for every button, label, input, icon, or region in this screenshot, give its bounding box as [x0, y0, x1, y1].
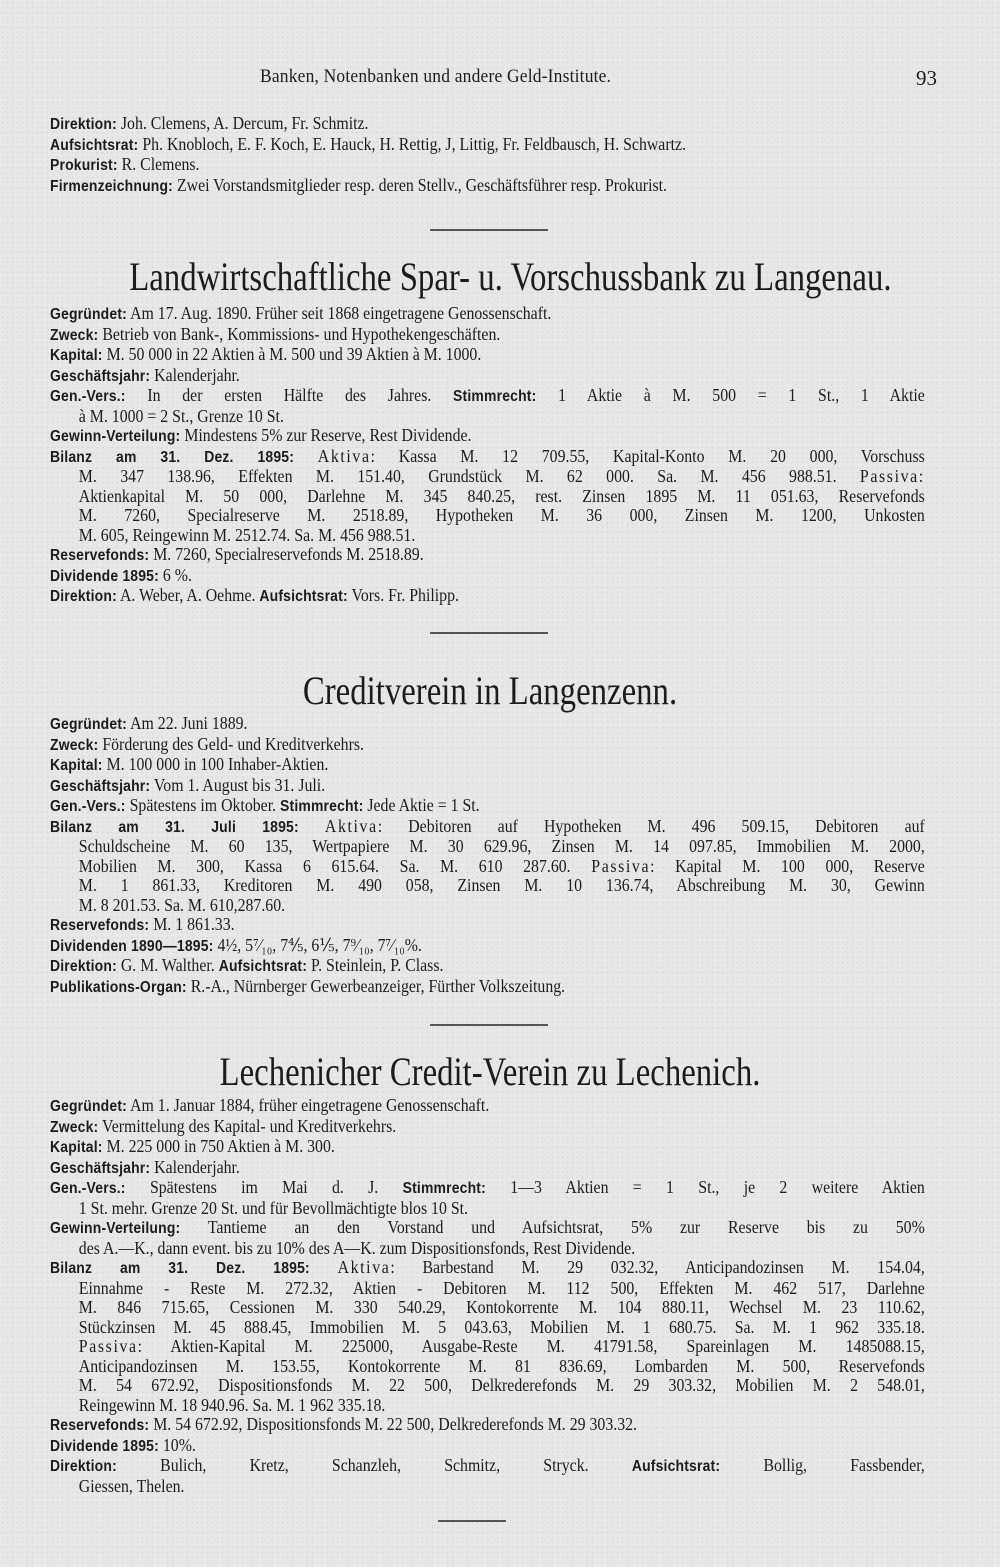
- row-firmenzeichnung: Firmenzeichnung: Zwei Vorstandsmitglieder resp. deren Stellv., Geschäftsführer resp. Prokurist.: [50, 174, 668, 195]
- row-direktion: Direktion: A. Weber, A. Oehme. Aufsichtsrat: Vors. Fr. Philipp.: [50, 585, 459, 605]
- row-dividende: Dividende 1895: 6 %.: [50, 564, 192, 585]
- section-divider: [430, 1024, 548, 1026]
- row-geschaeftsjahr: Geschäftsjahr: Kalenderjahr.: [50, 364, 240, 385]
- row-geschaeftsjahr: Geschäftsjahr: Vom 1. August bis 31. Juli.: [50, 774, 326, 795]
- page-header: [50, 60, 937, 90]
- row-genvers: Gen.-Vers.: Spätestens im Mai d. J. Stimmrecht: 1—3 Aktien = 1 St., je 2 weitere Aktien: [50, 1177, 925, 1197]
- previous-entry-continuation: [50, 114, 925, 196]
- running-title: Banken, Notenbanken und andere Geld-Institute.: [260, 66, 612, 87]
- row-kapital: Kapital: M. 100 000 in 100 Inhaber-Aktien.: [50, 754, 329, 774]
- row-dividende: Dividende 1895: 10%.: [50, 1434, 196, 1455]
- row-bilanz-cont: Stückzinsen M. 45 888.45, Immobilien M. 5 043.63, Mobilien M. 1 680.75. Sa. M. 1 962 335.18.: [78, 1316, 925, 1337]
- row-bilanz-cont: Schuldscheine M. 60 135, Wertpapiere M. 30 629.96, Zinsen M. 14 097.85, Immobilien M. 2000,: [78, 836, 925, 856]
- row-genvers: Gen.-Vers.: Spätestens im Oktober. Stimmrecht: Jede Aktie = 1 St.: [50, 795, 480, 815]
- row-reservefonds: Reservefonds: M. 54 672.92, Dispositionsfonds M. 22 500, Delkrederefonds M. 29 303.32.: [50, 1414, 638, 1434]
- row-bilanz: Bilanz am 31. Dez. 1895: Aktiva: Kassa M. 12 709.55, Kapital-Konto M. 20 000, Vorschuss: [50, 445, 925, 466]
- entry-title: Creditverein in Langenzenn.: [302, 668, 678, 713]
- row-gegruendet: Gegründet: Am 1. Januar 1884, früher eingetragene Genossenschaft.: [50, 1095, 490, 1115]
- section-divider: [430, 632, 548, 634]
- row-bilanz-cont: M. 846 715.65, Cessionen M. 330 540.29, Kontokorrente M. 104 880.11, Wechsel M. 23 110.62,: [78, 1297, 925, 1317]
- entry-title: Lechenicher Credit-Verein zu Lechenich.: [219, 1049, 761, 1094]
- row-gegruendet: Gegründet: Am 22. Juni 1889.: [50, 713, 248, 733]
- row-dividenden: Dividenden 1890—1895: 4½, 5⁷⁄₁₀, 7⅘, 6⅕, 7⁹⁄₁₀, 7⁷⁄₁₀%.: [50, 934, 422, 955]
- row-bilanz-cont: Reingewinn M. 18 940.96. Sa. M. 1 962 335.18.: [78, 1394, 386, 1415]
- row-bilanz-cont: M. 7260, Specialreserve M. 2518.89, Hypotheken M. 36 000, Zinsen M. 1200, Unkosten: [78, 505, 925, 525]
- entry-langenzenn: [50, 714, 925, 997]
- row-gewinn: Gewinn-Verteilung: Mindestens 5% zur Reserve, Rest Dividende.: [50, 425, 472, 445]
- row-zweck: Zweck: Förderung des Geld- und Kreditverkehrs.: [50, 733, 364, 754]
- row-direktion: Direktion: Joh. Clemens, A. Dercum, Fr. Schmitz.: [50, 113, 369, 133]
- section-divider: [430, 229, 548, 231]
- row-reservefonds: Reservefonds: M. 7260, Specialreservefonds M. 2518.89.: [50, 544, 424, 564]
- row-genvers-cont: à M. 1000 = 2 St., Grenze 10 St.: [78, 405, 284, 426]
- row-aufsichtsrat: Aufsichtsrat: Ph. Knobloch, E. F. Koch, E. Hauck, H. Rettig, J, Littig, Fr. Feldbausch, H. Schwartz.: [50, 133, 686, 154]
- row-direktion: Direktion: Bulich, Kretz, Schanzleh, Schmitz, Stryck. Aufsichtsrat: Bollig, Fassbender,: [50, 1455, 925, 1475]
- row-reservefonds: Reservefonds: M. 1 861.33.: [50, 914, 235, 934]
- row-geschaeftsjahr: Geschäftsjahr: Kalenderjahr.: [50, 1156, 240, 1177]
- row-bilanz-cont: M. 1 861.33, Kreditoren M. 490 058, Zinsen M. 10 136.74, Abschreibung M. 30, Gewinn: [78, 875, 925, 895]
- row-gewinn-cont: des A.—K., dann event. bis zu 10% des A—K. zum Dispositionsfonds, Rest Dividende.: [78, 1237, 636, 1258]
- row-prokurist: Prokurist: R. Clemens.: [50, 154, 200, 174]
- row-bilanz-cont: M. 347 138.96, Effekten M. 151.40, Grundstück M. 62 000. Sa. M. 456 988.51. Passiva:: [78, 466, 925, 486]
- row-bilanz-cont: Anticipandozinsen M. 153.55, Kontokorrente M. 81 836.69, Lombarden M. 500, Reservefonds: [78, 1355, 925, 1376]
- row-zweck: Zweck: Vermittelung des Kapital- und Kreditverkehrs.: [50, 1115, 397, 1136]
- row-bilanz: Bilanz am 31. Juli 1895: Aktiva: Debitoren auf Hypotheken M. 496 509.15, Debitoren auf: [50, 815, 925, 836]
- row-bilanz-cont: M. 8 201.53. Sa. M. 610,287.60.: [78, 894, 286, 915]
- row-kapital: Kapital: M. 225 000 in 750 Aktien à M. 300.: [50, 1136, 335, 1156]
- entry-title: Landwirtschaftliche Spar- u. Vorschussbank zu Langenau.: [129, 254, 892, 299]
- entry-langenau: [50, 304, 925, 607]
- row-bilanz-cont: Passiva: Aktien-Kapital M. 225000, Ausgabe-Reste M. 41791.58, Spareinlagen M. 1485088.15,: [78, 1336, 925, 1356]
- page-number: 93: [916, 66, 937, 90]
- entry-lechenich: [50, 1096, 925, 1496]
- row-bilanz: Bilanz am 31. Dez. 1895: Aktiva: Barbestand M. 29 032.32, Anticipandozinsen M. 154.04,: [50, 1257, 925, 1277]
- row-zweck: Zweck: Betrieb von Bank-, Kommissions- und Hypothekengeschäften.: [50, 323, 501, 344]
- row-publikation: Publikations-Organ: R.-A., Nürnberger Gewerbeanzeiger, Fürther Volkszeitung.: [50, 975, 566, 996]
- row-bilanz-cont: Einnahme - Reste M. 272.32, Aktien - Debitoren M. 112 500, Effekten M. 462 517, Darlehne: [78, 1277, 925, 1298]
- row-genvers: Gen.-Vers.: In der ersten Hälfte des Jahres. Stimmrecht: 1 Aktie à M. 500 = 1 St., 1 Aktie: [50, 385, 925, 405]
- row-direktion-cont: Giessen, Thelen.: [78, 1475, 185, 1496]
- row-bilanz-cont: M. 54 672.92, Dispositionsfonds M. 22 500, Delkrederefonds M. 29 303.32, Mobilien M. 2 548.01,: [78, 1375, 925, 1395]
- row-bilanz-cont: M. 605, Reingewinn M. 2512.74. Sa. M. 456 988.51.: [78, 524, 416, 545]
- row-gewinn: Gewinn-Verteilung: Tantieme an den Vorstand und Aufsichtsrat, 5% zur Reserve bis zu 50%: [50, 1217, 925, 1237]
- row-kapital: Kapital: M. 50 000 in 22 Aktien à M. 500 und 39 Aktien à M. 1000.: [50, 344, 482, 364]
- row-genvers-cont: 1 St. mehr. Grenze 20 St. und für Bevollmächtigte blos 10 St.: [78, 1197, 469, 1218]
- row-bilanz-cont: Aktienkapital M. 50 000, Darlehne M. 345 840.25, rest. Zinsen 1895 M. 11 051.63, Reservefonds: [78, 485, 925, 506]
- row-direktion: Direktion: G. M. Walther. Aufsichtsrat: P. Steinlein, P. Class.: [50, 955, 444, 975]
- row-bilanz-cont: Mobilien M. 300, Kassa 6 615.64. Sa. M. 610 287.60. Passiva: Kapital M. 100 000, Reserve: [78, 855, 925, 876]
- row-gegruendet: Gegründet: Am 17. Aug. 1890. Früher seit 1868 eingetragene Genossenschaft.: [50, 303, 552, 323]
- section-divider: [438, 1520, 506, 1522]
